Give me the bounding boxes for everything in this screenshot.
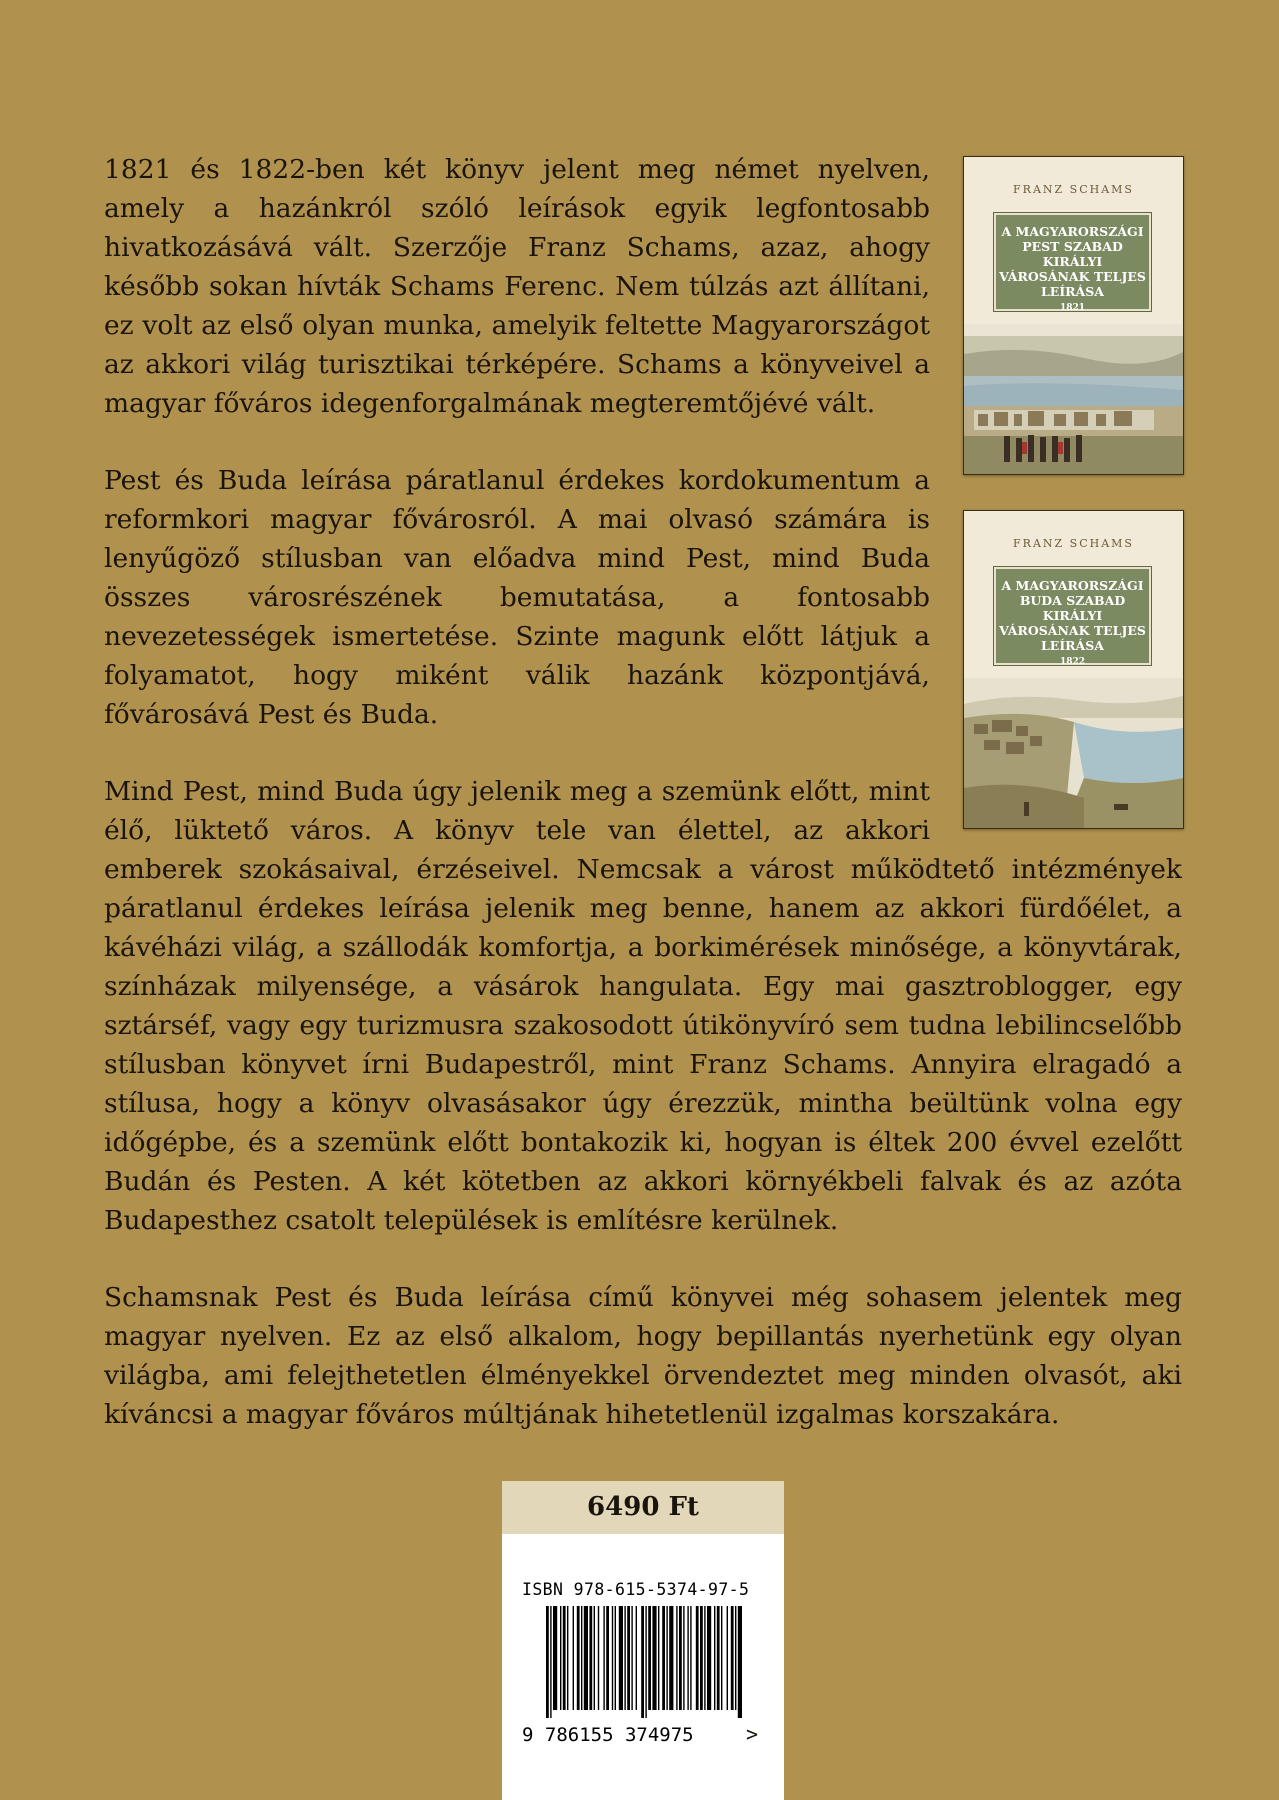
barcode-bar bbox=[636, 1606, 637, 1710]
cover-year: 1822 bbox=[1059, 657, 1086, 667]
paragraph-3: Mind Pest, mind Buda úgy jelenik meg a szemünk előtt, mint élő, lüktető város. A könyv tele van élettel, az akkori emberek szokásaival, érzéseivel. Nemcsak a várost működtető intézmények páratlanul érdekes leírása jelenik meg benne, hanem az akkori fürdőélet, a kávéházi világ, a szállodák komfortja, a borkimérések minősége, a könyvtárak, színházak milyensége, a vásárok hangulata. Egy mai gasztroblogger, egy sztárséf, vagy egy turizmusra szakosodott útikönyvíró sem tudna lebilincselőbb stílusban könyvet írni Budapestről, mint Franz Schams. Annyira elragadó a stílusa, hogy a könyv olvasásakor úgy érezzük, mintha beültünk volna egy időgépbe, és a szemünk előtt bontakozik ki, hogyan is éltek 200 évvel ezelőtt Budán és Pesten. A két kötetben az akkori környékbeli falvak és az azóta Budapesthez csatolt települések is említésre kerülnek. bbox=[104, 776, 1182, 1236]
barcode-bar bbox=[624, 1606, 625, 1710]
cover-title-line: LEÍRÁSA bbox=[1041, 284, 1104, 299]
cover-title-line: VÁROSÁNAK TELJES bbox=[999, 269, 1146, 284]
barcode-bar bbox=[727, 1606, 728, 1710]
barcode-bar bbox=[573, 1606, 574, 1710]
cover-title-line: VÁROSÁNAK TELJES bbox=[999, 623, 1146, 638]
barcode-bar bbox=[641, 1606, 644, 1718]
cover-title-line: BUDA SZABAD KIRÁLYI bbox=[1019, 593, 1126, 623]
cover-title-line: LEÍRÁSA bbox=[1041, 638, 1104, 653]
barcode-bar bbox=[581, 1606, 582, 1710]
barcode-bar bbox=[666, 1606, 667, 1710]
barcode-bar bbox=[567, 1606, 568, 1710]
barcode-bar bbox=[550, 1606, 551, 1718]
cover-year: 1821 bbox=[1059, 303, 1086, 313]
barcode-bar bbox=[735, 1606, 736, 1710]
barcode-bar bbox=[696, 1606, 699, 1710]
buda-panorama-illustration bbox=[964, 678, 1183, 828]
paragraph-2: Pest és Buda leírása páratlanul érdekes kordokumentum a reformkori magyar fővárosról. A mai olvasó számára is lenyűgöző stílusban van előadva mind Pest, mind Buda összes városrészének bemutatása, a fontosabb nevezetességek ismertetése. Szinte magunk előtt látjuk a folyamatot, hogy miként válik hazánk központjává, fővárosává Pest és Buda. bbox=[104, 465, 930, 730]
paragraph-4: Schamsnak Pest és Buda leírása című könyvei még sohasem jelentek meg magyar nyelven. Ez az első alkalom, hogy bepillantás nyerhetünk egy olyan világba, ami felejthetetlen élményekkel örvendeztet meg minden olvasót, aki kíváncsi a magyar főváros múltjának hihetetlenül izgalmas korszakára. bbox=[104, 1282, 1182, 1430]
barcode-bar bbox=[589, 1606, 592, 1710]
barcode-bar bbox=[594, 1606, 595, 1710]
cover-author: FRANZ SCHAMS bbox=[1013, 183, 1134, 196]
barcode-bar bbox=[683, 1606, 684, 1710]
barcode-bar bbox=[560, 1606, 561, 1710]
barcode-bar bbox=[676, 1606, 677, 1710]
barcode-bar bbox=[700, 1606, 703, 1710]
cover-title-line: A MAGYARORSZÁGI bbox=[1001, 578, 1144, 593]
barcode-bar bbox=[598, 1606, 599, 1710]
barcode-bar bbox=[627, 1606, 630, 1710]
barcode-bar bbox=[563, 1606, 566, 1710]
barcode-bar bbox=[603, 1606, 604, 1710]
cover-author: FRANZ SCHAMS bbox=[1013, 537, 1134, 550]
barcode-panel bbox=[502, 1534, 784, 1800]
barcode-bar bbox=[731, 1606, 734, 1710]
pest-panorama-illustration bbox=[964, 324, 1183, 474]
barcode-bar bbox=[738, 1606, 742, 1718]
barcode-bar bbox=[704, 1606, 705, 1710]
barcode-bar bbox=[546, 1606, 549, 1718]
barcode-arrow: > bbox=[746, 1722, 759, 1746]
barcode-bar bbox=[584, 1606, 588, 1710]
barcode-bar bbox=[707, 1606, 711, 1710]
barcode-bar bbox=[619, 1606, 623, 1710]
cover-title-box bbox=[994, 213, 1151, 311]
book-cover-pest bbox=[963, 156, 1184, 475]
barcode-bar bbox=[721, 1606, 722, 1710]
barcode-bar bbox=[612, 1606, 613, 1710]
book-cover-buda bbox=[963, 510, 1184, 829]
barcode-bar bbox=[662, 1606, 665, 1710]
price-tag: 6490 Ft bbox=[502, 1481, 784, 1534]
isbn-label: ISBN 978-615-5374-97-5 bbox=[522, 1580, 750, 1599]
cover-title-line: A MAGYARORSZÁGI bbox=[1001, 224, 1144, 239]
barcode-bar bbox=[690, 1606, 691, 1710]
barcode-bar bbox=[631, 1606, 632, 1710]
barcode-bars bbox=[546, 1606, 742, 1718]
cover-title-line: PEST SZABAD KIRÁLYI bbox=[1022, 239, 1123, 269]
barcode-bar bbox=[679, 1606, 682, 1710]
barcode-bar bbox=[658, 1606, 659, 1710]
barcode-digits: 9 786155 374975 bbox=[522, 1724, 694, 1746]
barcode-bar bbox=[652, 1606, 656, 1710]
barcode-bar bbox=[615, 1606, 616, 1710]
barcode-bar bbox=[687, 1606, 688, 1710]
barcode-bar bbox=[553, 1606, 557, 1710]
barcode-bar bbox=[669, 1606, 673, 1710]
barcode-bar bbox=[717, 1606, 720, 1710]
barcode-bar bbox=[577, 1606, 580, 1710]
cover-title-box bbox=[994, 567, 1151, 665]
barcode-bar bbox=[606, 1606, 609, 1710]
paragraph-1: 1821 és 1822-ben két könyv jelent meg német nyelven, amely a hazánkról szóló leírások egyik legfontosabb hivatkozásává vált. Szerzője Franz Schams, azaz, ahogy később sokan hívták Schams Ferenc. Nem túlzás azt állítani, ez volt az első olyan munka, amelyik feltette Magyarországot az akkori világ turisztikai térképére. Schams a könyveivel a magyar főváros idegenforgalmának megteremtőjévé vált. bbox=[104, 154, 930, 419]
barcode-bar bbox=[648, 1606, 651, 1710]
barcode-bar bbox=[714, 1606, 715, 1710]
barcode-bar bbox=[645, 1606, 646, 1718]
